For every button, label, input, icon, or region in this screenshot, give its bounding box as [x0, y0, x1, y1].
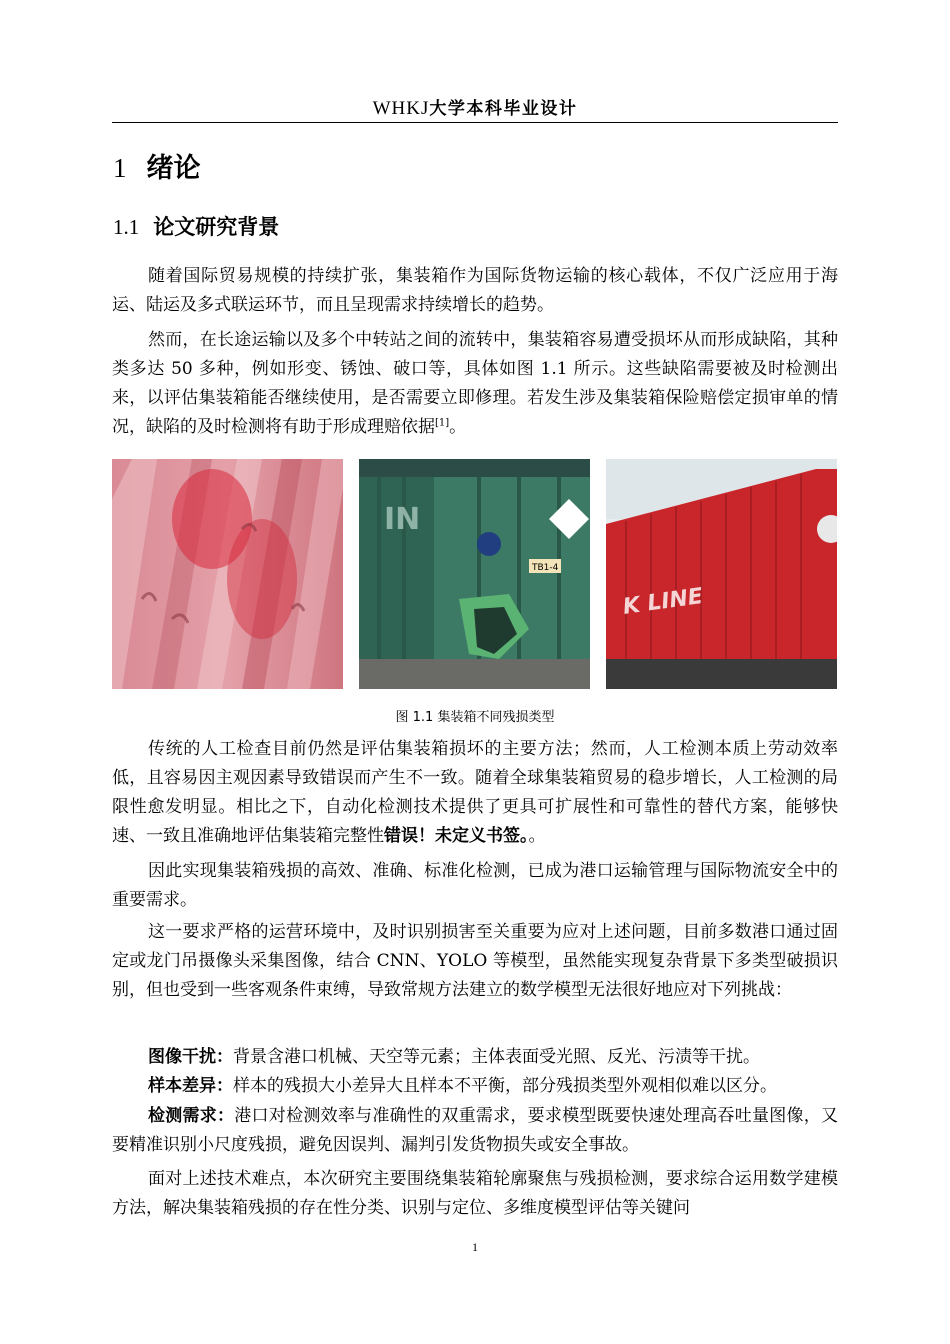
challenge-item	[112, 1072, 838, 1101]
chapter-number: 1	[113, 153, 127, 183]
paragraph-1: 随着国际贸易规模的持续扩张，集装箱作为国际货物运输的核心载体，不仅广泛应用于海运、陆运及多式联运环节，而且呈现需求持续增长的趋势。	[112, 266, 838, 315]
red-container-dents-image	[112, 459, 343, 689]
red-container-kline-image	[606, 459, 837, 689]
challenge-label: 图像干扰：	[148, 1047, 233, 1067]
challenge-text: 样本的残损大小差异大且样本不平衡，部分残损类型外观相似难以区分。	[233, 1076, 777, 1096]
chapter-heading	[113, 146, 201, 185]
header-cn: 大学本科毕业设计	[429, 99, 578, 119]
citation-ref[interactable]: [1]	[435, 417, 450, 429]
bookmark-error: 错误！未定义书签。	[384, 826, 529, 846]
header-rule	[112, 122, 838, 123]
page-header	[0, 94, 950, 120]
challenge-item	[112, 1102, 838, 1160]
paragraph-6: 面对上述技术难点，本次研究主要围绕集装箱轮廓聚焦与残损检测，要求综合运用数学建模方法，解决集装箱残损的存在性分类、识别与定位、多维度模型评估等关键问	[112, 1169, 838, 1218]
challenge-text: 港口对检测效率与准确性的双重需求，要求模型既要快速处理高吞吐量图像，又要精准识别小尺度残损，避免因误判、漏判引发货物损失或安全事故。	[112, 1106, 839, 1155]
paragraph-4: 因此实现集装箱残损的高效、准确、标准化检测，已成为港口运输管理与国际物流安全中的重要需求。	[112, 861, 838, 910]
green-container-hole-image	[359, 459, 590, 689]
paragraph-3	[112, 735, 838, 851]
section-title: 论文研究背景	[153, 215, 280, 239]
paragraph-3-text: 传统的人工检查目前仍然是评估集装箱损坏的主要方法；然而，人工检测本质上劳动效率低，且容易因主观因素导致错误而产生不一致。随着全球集装箱贸易的稳步增长，人工检测的局限性愈发明显。相比之下，自动化检测技术提供了更具可扩展性和可靠性的替代方案，能够快速、一致且准确地评估集装箱完整性	[112, 739, 838, 846]
paragraph-2	[112, 326, 838, 442]
figure-image-kline	[606, 459, 837, 689]
figure-image-dents	[112, 459, 343, 689]
section-heading	[113, 211, 279, 241]
challenge-text: 背景含港口机械、天空等元素；主体表面受光照、反光、污渍等干扰。	[233, 1047, 760, 1067]
paragraph-2-text: 然而，在长途运输以及多个中转站之间的流转中，集装箱容易遭受损坏从而形成缺陷，其种类多达 50 多种，例如形变、锈蚀、破口等，具体如图 1.1 所示。这些缺陷需要被及时检测出来，以评估集装箱能否继续使用，是否需要立即修理。若发生涉及集装箱保险赔偿定损审单的情况，缺陷的及时检测将有助于形成理赔依据	[112, 330, 838, 437]
figure-caption: 图 1.1 集装箱不同残损类型	[395, 710, 555, 725]
figure-image-hole	[359, 459, 590, 689]
svg-text:IN: IN	[384, 502, 421, 537]
header-latin: WHKJ	[372, 98, 430, 119]
challenge-label: 样本差异：	[148, 1076, 233, 1096]
challenge-label: 检测需求：	[148, 1106, 235, 1126]
container-brand-text: K LINE	[621, 584, 705, 620]
section-number: 1.1	[113, 215, 140, 239]
page-number: 1	[472, 1240, 478, 1254]
paragraph-3-end: 。	[528, 826, 546, 846]
challenge-item	[112, 1043, 838, 1072]
paragraph-5: 这一要求严格的运营环境中，及时识别损害至关重要为应对上述问题，目前多数港口通过固定或龙门吊摄像头采集图像，结合 CNN、YOLO 等模型，虽然能实现复杂背景下多类型破损识别，但也受到一些客观条件束缚，导致常规方法建立的数学模型无法很好地应对下列挑战：	[112, 922, 838, 1000]
chapter-title: 绪论	[146, 153, 201, 184]
container-label-text: TB1-4	[532, 563, 559, 573]
paragraph-2-end: 。	[449, 417, 467, 437]
